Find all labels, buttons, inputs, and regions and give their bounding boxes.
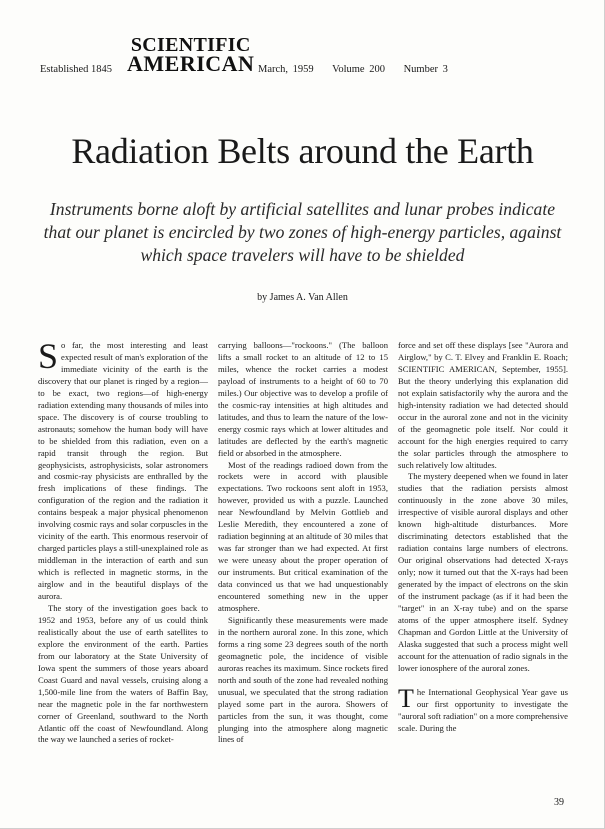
masthead [0, 36, 605, 84]
body-columns [38, 336, 568, 746]
drop-cap: T [398, 683, 414, 713]
issue-date: March, 1959 [258, 64, 314, 75]
issue-volume: Volume 200 [332, 64, 385, 75]
byline: by James A. Van Allen [257, 292, 348, 303]
column-2 [218, 340, 388, 746]
paragraph: force and set off these displays [see "Aurora and Airglow," by C. T. Elvey and Franklin E. Roach; SCIENTIFIC AMERICAN, September, 1955]. But the theory underlying this explanation did not explain satisfactorily why the aurora and the high-intensity radiation we had detected should occur in the auroral zone and not in the vicinity of the geomagnetic pole itself. Nor could it account for the high energies required to carry the solar particles through the atmosphere to such relatively low altitudes. [398, 340, 568, 470]
drop-cap: S [38, 336, 59, 376]
paragraph [38, 336, 208, 603]
paragraph: The story of the investigation goes back to 1952 and 1953, before any of us could think realistically about the use of earth satellites to explore the environment of the earth. Parties from our laboratory at the State University of Iowa spent the summers of those years aboard Coast Guard and naval vessels, cruising along a 1,500-mile line from the waters of Baffin Bay, near the magnetic pole in the far northwestern corner of Greenland, southward to the North Atlantic off the coast of Newfoundland. Along the way we launched a series of rocket- [38, 602, 208, 745]
article-title: Radiation Belts around the Earth [71, 131, 534, 171]
issue-number: Number 3 [403, 64, 448, 75]
article-deck: Instruments borne aloft by artificial satellites and lunar probes indicate that our planet is encircled by two zones of high-energy particles, against which space travelers will have to be shielded [43, 199, 562, 265]
logo-bottom-word: AMERICAN [127, 51, 255, 77]
magazine-logo [127, 36, 254, 75]
issue-info [258, 64, 462, 75]
paragraph [398, 683, 568, 735]
page-number: 39 [554, 797, 564, 808]
column-3 [398, 340, 568, 746]
paragraph-text: he International Geophysical Year gave us our first opportunity to investigate the "auroral soft radiation" on a more comprehensive scale. During the [398, 686, 568, 733]
logo-top-word: SCIENTIFIC [130, 34, 251, 56]
paragraph: Significantly these measurements were made in the northern auroral zone. In this zone, which forms a ring some 23 degrees south of the north geomagnetic pole, the incidence of visible auroras reaches its maximum. Since rockets fired north and south of the zone had revealed nothing unusual, we speculated that the strong radiation played some part in the aurora. Showers of particles from the sun, it was thought, come plunging into the atmosphere along magnetic lines of [218, 614, 388, 745]
paragraph: Most of the readings radioed down from the rockets were in accord with plausible expectations. Two rockoons sent aloft in 1953, however, provided us with a puzzle. Launched near Newfoundland by Melvin Gottlieb and Leslie Meredith, they encountered a zone of radiation beginning at an altitude of 30 miles that was far stronger than we had expected. At first we were uneasy about the proper operation of our instruments. But critical examination of the data convinced us that we had unquestionably encountered something new in the upper atmosphere. [218, 459, 388, 613]
established-label: Established 1845 [40, 64, 113, 75]
paragraph: carrying balloons—"rockoons." (The balloon lifts a small rocket to an altitude of 12 to 15 miles, whence the rocket carries a modest payload of instruments to a height of 60 to 70 miles.) Our objective was to develop a profile of the cosmic-ray intensities at high altitudes and latitudes, and thus to learn the nature of the low-energy cosmic rays which at lower altitudes and latitudes are deflected by the earth's magnetic field or absorbed in the atmosphere. [218, 340, 388, 458]
column-1 [38, 336, 208, 746]
paragraph: The mystery deepened when we found in later studies that the radiation persists almost continuously in the zone above 30 miles, irrespective of visible auroral displays and other known high-altitude disturbances. More discriminating detectors established that the radiation contains large numbers of electrons. Our original observations had detected X-rays only; now it turned out that the X-rays had been generated by the impact of electrons on the skin of the instrument package (as if it had been the "target" in an X-ray tube) and on the sparse atoms of the upper atmosphere itself. Sydney Chapman and Gordon Little at the University of Alaska suggested that such a process might well account for the attenuation of radio signals in the lower ionosphere of the auroral zones. [398, 471, 568, 673]
paragraph-text: o far, the most interesting and least expected result of man's exploration of the immediate vicinity of the earth is the discovery that our planet is ringed by a region—to be exact, two regions—of high-energy radiation extending many thousands of miles into space. The discovery is of course troubling to astronauts; somehow the human body will have to be shielded from this radiation, even on a rapid transit through the region. But geophysicists, astrophysicists, solar astronomers and cosmic-ray physicists are enthralled by the fresh implications of these findings. The configuration of the region and the radiation it contains bespeak a major physical phenomenon involving cosmic rays and solar corpuscles in the vicinity of the earth. This enormous reservoir of charged particles plays a still-unexplained role as middleman in the interaction of earth and sun which is reflected in magnetic storms, in the airglow and in the beautiful displays of the aurora. [38, 340, 208, 602]
